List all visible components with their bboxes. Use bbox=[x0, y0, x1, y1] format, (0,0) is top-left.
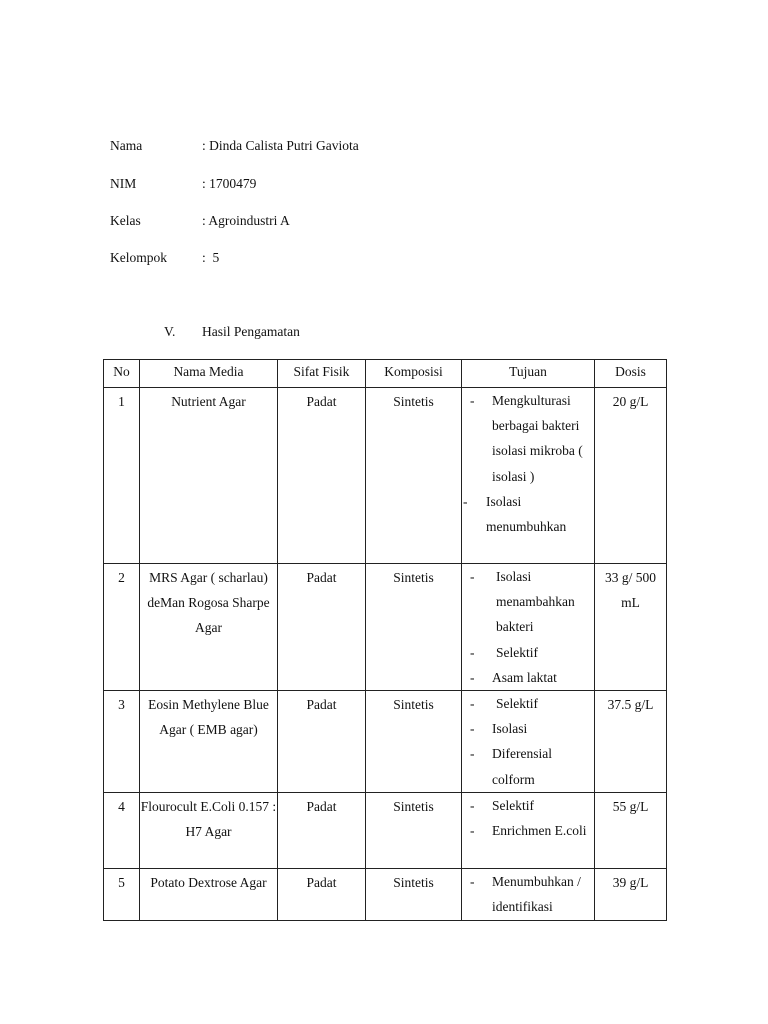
objective-text: Menumbuhkan / identifikasi bbox=[492, 873, 581, 915]
physical-property: Padat bbox=[306, 798, 337, 814]
table-row bbox=[104, 868, 667, 920]
name-label: Nama bbox=[110, 138, 143, 153]
row-number: 2 bbox=[118, 570, 125, 585]
row-number: 4 bbox=[118, 798, 125, 814]
table-row bbox=[104, 691, 667, 793]
objective-text: Asam laktat bbox=[492, 669, 557, 685]
header-media-name: Nama Media bbox=[140, 360, 278, 388]
composition: Sintetis bbox=[393, 394, 434, 409]
objective-text: Isolasi bbox=[492, 721, 528, 737]
nim-label: NIM bbox=[110, 176, 137, 191]
media-name: Nutrient Agar bbox=[171, 394, 246, 409]
dose: 33 g/ 500 mL bbox=[604, 570, 656, 611]
table-row bbox=[104, 564, 667, 691]
objective-list bbox=[462, 388, 594, 539]
objective-item: - Menumbuhkan / identifikasi bbox=[470, 873, 581, 915]
class-value: : Agroindustri A bbox=[202, 213, 290, 228]
objective-text: Enrichmen E.coli bbox=[492, 823, 587, 839]
objective-item: - Diferensial colform bbox=[470, 746, 552, 787]
physical-property: Padat bbox=[306, 697, 337, 713]
dose: 20 g/L bbox=[612, 394, 649, 409]
objective-text: Selektif bbox=[496, 644, 538, 660]
row-number: 3 bbox=[118, 697, 125, 713]
header-physical-property: Sifat Fisik bbox=[278, 360, 366, 388]
group-label: Kelompok bbox=[110, 250, 167, 265]
physical-property: Padat bbox=[306, 874, 337, 890]
media-name: Eosin Methylene Blue Agar ( EMB agar) bbox=[148, 697, 269, 738]
media-name: Flourocult E.Coli 0.157 : H7 Agar bbox=[140, 798, 277, 840]
objective-item: - Selektif bbox=[470, 797, 534, 813]
header-no: No bbox=[104, 360, 140, 388]
dose: 39 g/L bbox=[612, 874, 649, 890]
objective-list bbox=[462, 793, 594, 843]
observation-table bbox=[103, 359, 667, 921]
objective-text: Isolasi menambahkan bakteri bbox=[496, 569, 575, 635]
physical-property: Padat bbox=[306, 394, 337, 409]
composition: Sintetis bbox=[393, 570, 434, 585]
row-number: 5 bbox=[118, 874, 125, 890]
composition: Sintetis bbox=[393, 798, 434, 814]
dose: 37.5 g/L bbox=[607, 697, 654, 713]
composition: Sintetis bbox=[393, 874, 434, 890]
header-composition: Komposisi bbox=[366, 360, 462, 388]
objective-text: Isolasi menumbuhkan bbox=[486, 493, 567, 535]
group-value: : 5 bbox=[202, 250, 220, 265]
objective-item: - Isolasi menambahkan bakteri bbox=[470, 569, 575, 635]
objective-list bbox=[462, 564, 594, 690]
header-objective: Tujuan bbox=[462, 360, 595, 388]
class-label: Kelas bbox=[110, 213, 141, 228]
name-value: : Dinda Calista Putri Gaviota bbox=[202, 138, 359, 153]
header-dose: Dosis bbox=[595, 360, 667, 388]
objective-item: - Isolasi menumbuhkan bbox=[463, 493, 567, 535]
objective-item: - Mengkulturasi berbagai bakteri isolasi mikroba ( isolasi ) bbox=[470, 393, 583, 484]
objective-item: - Selektif bbox=[470, 696, 538, 712]
dose: 55 g/L bbox=[612, 798, 649, 814]
row-number: 1 bbox=[118, 394, 125, 409]
objective-list bbox=[462, 691, 594, 792]
media-name: Potato Dextrose Agar bbox=[150, 874, 267, 890]
media-name: MRS Agar ( scharlau) deMan Rogosa Sharpe Agar bbox=[147, 570, 270, 636]
physical-property: Padat bbox=[306, 570, 337, 585]
section-title: Hasil Pengamatan bbox=[202, 324, 300, 339]
objective-text: Mengkulturasi berbagai bakteri isolasi mikroba ( isolasi ) bbox=[492, 393, 583, 484]
objective-item: - Asam laktat bbox=[470, 669, 557, 685]
objective-item: - Selektif bbox=[470, 644, 538, 660]
objective-text: Selektif bbox=[496, 696, 538, 712]
objective-text: Selektif bbox=[492, 797, 534, 813]
objective-item: - Isolasi bbox=[470, 721, 528, 737]
objective-item: - Enrichmen E.coli bbox=[470, 823, 587, 839]
section-number: V. bbox=[164, 324, 176, 339]
table-row bbox=[104, 388, 667, 564]
objective-list bbox=[462, 869, 594, 919]
table-row bbox=[104, 792, 667, 868]
table-header-row bbox=[104, 360, 667, 388]
composition: Sintetis bbox=[393, 697, 434, 713]
nim-value: : 1700479 bbox=[202, 176, 257, 191]
objective-text: Diferensial colform bbox=[492, 746, 552, 787]
